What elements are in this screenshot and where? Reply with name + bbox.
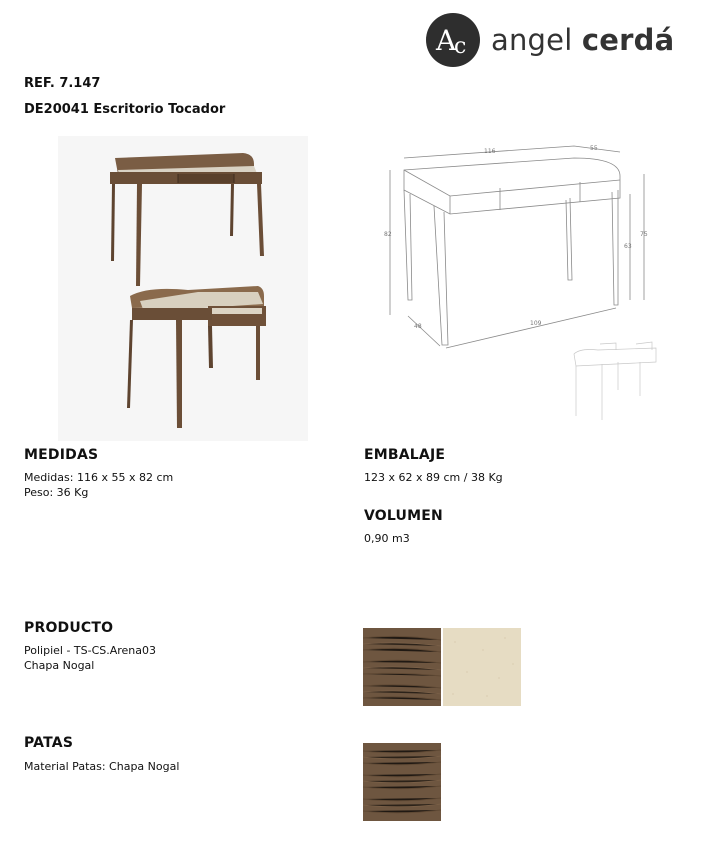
producto-line1: Polipiel - TS-CS.Arena03 bbox=[24, 644, 157, 657]
brand-mark-icon bbox=[425, 12, 481, 68]
brand-name-bold: cerdá bbox=[581, 23, 675, 57]
volumen-heading: VOLUMEN bbox=[364, 508, 443, 524]
swatch-chapa-nogal bbox=[363, 628, 441, 706]
brand-name-light: angel bbox=[491, 23, 573, 57]
producto-heading: PRODUCTO bbox=[24, 620, 114, 636]
product-ref: REF. 7.147 bbox=[24, 76, 101, 91]
dim-depth: 55 bbox=[590, 145, 598, 152]
embalaje-heading: EMBALAJE bbox=[364, 447, 446, 463]
svg-text:c: c bbox=[454, 34, 467, 59]
product-photo bbox=[58, 136, 308, 441]
dim-height: 82 bbox=[384, 231, 392, 238]
swatch-polipiel-arena bbox=[443, 628, 521, 706]
swatch-patas-nogal bbox=[363, 743, 441, 821]
drawing-thumbnail bbox=[574, 342, 656, 420]
product-title: DE20041 Escritorio Tocador bbox=[24, 102, 226, 117]
brand-logo bbox=[425, 12, 687, 70]
dim-side-height: 75 bbox=[640, 231, 648, 238]
medidas-heading: MEDIDAS bbox=[24, 447, 99, 463]
medidas-line2: Peso: 36 Kg bbox=[24, 486, 89, 499]
volumen-line1: 0,90 m3 bbox=[364, 532, 410, 545]
medidas-line1: Medidas: 116 x 55 x 82 cm bbox=[24, 471, 174, 484]
patas-heading: PATAS bbox=[24, 735, 74, 751]
patas-line1: Material Patas: Chapa Nogal bbox=[24, 760, 180, 773]
svg-text:A: A bbox=[436, 24, 457, 57]
dim-bottom-depth: 48 bbox=[414, 323, 422, 330]
dim-bottom-width: 109 bbox=[530, 320, 542, 327]
producto-line2: Chapa Nogal bbox=[24, 659, 95, 672]
technical-drawing bbox=[384, 140, 674, 425]
dim-inner-height: 63 bbox=[624, 243, 632, 250]
dim-width: 116 bbox=[484, 148, 496, 155]
embalaje-line1: 123 x 62 x 89 cm / 38 Kg bbox=[364, 471, 503, 484]
brand-wordmark bbox=[491, 24, 674, 56]
